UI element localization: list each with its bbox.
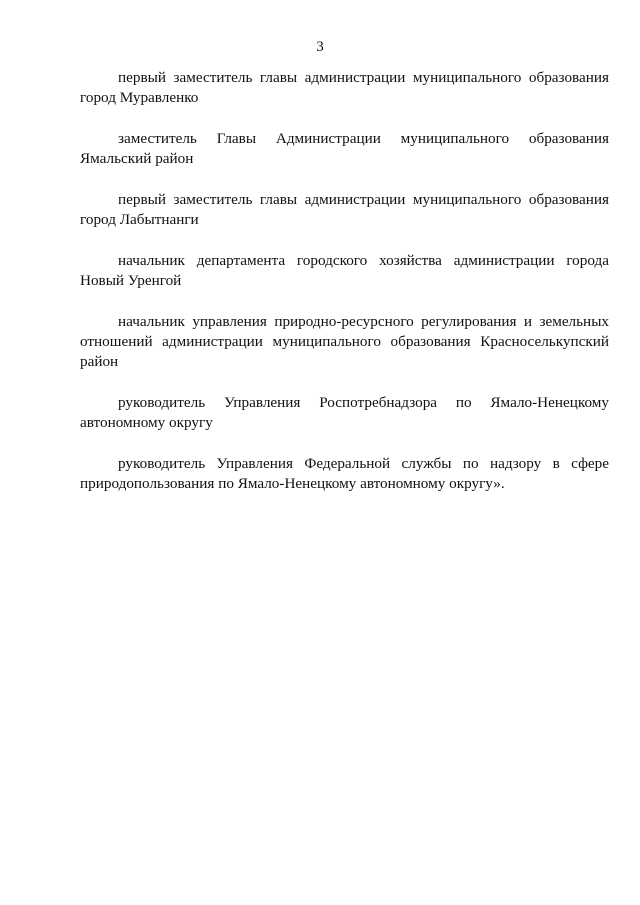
list-item: первый заместитель главы администрации муниципального образования город Муравленко	[80, 69, 609, 106]
position-list	[80, 68, 609, 515]
list-item: руководитель Управления Федеральной службы по надзору в сфере природопользования по Ямало-Ненецкому автономному округу».	[80, 455, 609, 492]
list-item: начальник департамента городского хозяйства администрации города Новый Уренгой	[80, 252, 609, 289]
list-item: руководитель Управления Роспотребнадзора по Ямало-Ненецкому автономному округу	[80, 394, 609, 431]
list-item: первый заместитель главы администрации муниципального образования город Лабытнанги	[80, 191, 609, 228]
list-item: заместитель Главы Администрации муниципального образования Ямальский район	[80, 130, 609, 167]
list-item: начальник управления природно-ресурсного регулирования и земельных отношений администрации муниципального образования Красноселькупский район	[80, 313, 609, 370]
page-number: 3	[316, 39, 324, 55]
